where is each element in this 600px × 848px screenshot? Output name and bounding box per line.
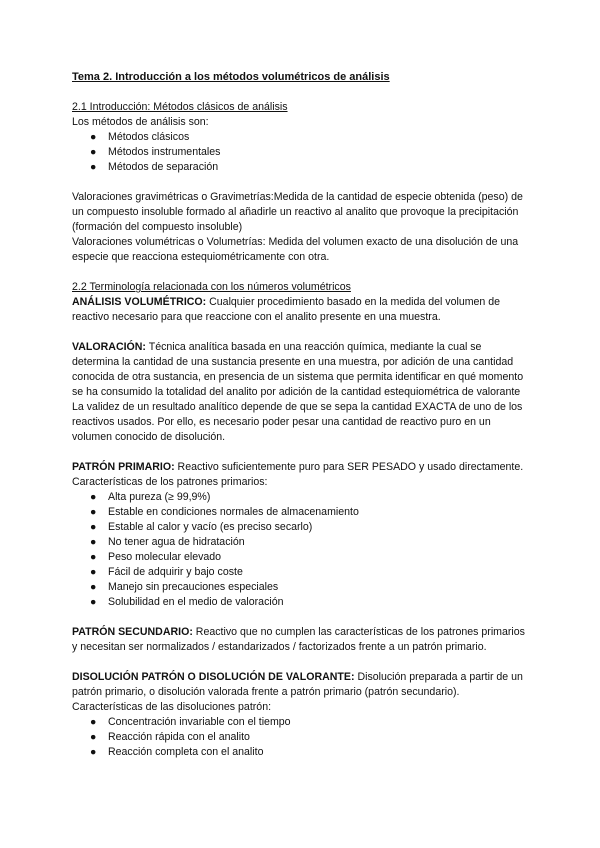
list-item: ● No tener agua de hidratación (90, 536, 245, 548)
valoracion-definition: VALORACIÓN: Técnica analítica basada en una reacción química, mediante la cual se determina la cantidad de una sustancia presente en una muestra, por adición de una cantidad conocida de otra sustancia, en presencia de un sistema que permita identificar en qué momento se ha consumido la totalidad del analito por adición de la cantidad estequiométrica de valorante (72, 341, 524, 398)
bullet-icon: ● (90, 506, 97, 518)
bullet-icon: ● (90, 146, 97, 158)
section-2-heading: 2.2 Terminología relacionada con los números volumétricos (72, 281, 351, 293)
methods-list (72, 130, 530, 175)
disolucion-patron-list (72, 715, 530, 760)
bullet-icon: ● (90, 716, 97, 728)
disolucion-patron-definition: DISOLUCIÓN PATRÓN O DISOLUCIÓN DE VALORANTE: Disolución preparada a partir de un patrón primario, o disolución valorada frente a patrón primario (patrón secundario). Características de las disoluciones patrón: (72, 671, 523, 713)
bullet-icon: ● (90, 596, 97, 608)
term-label: DISOLUCIÓN PATRÓN O DISOLUCIÓN DE VALORANTE: (72, 671, 355, 683)
patron-primario-definition: PATRÓN PRIMARIO: Reactivo suficientemente puro para SER PESADO y usado directamente. Características de los patrones primarios: (72, 461, 524, 488)
list-item: ● Reacción completa con el analito (90, 746, 264, 758)
list-item: ● Concentración invariable con el tiempo (90, 716, 291, 728)
list-item: ● Métodos clásicos (90, 131, 190, 143)
bullet-icon: ● (90, 536, 97, 548)
patron-primario-list (72, 490, 530, 610)
list-item: ● Manejo sin precauciones especiales (90, 581, 279, 593)
bullet-icon: ● (90, 161, 97, 173)
bullet-icon: ● (90, 491, 97, 503)
validez-paragraph: La validez de un resultado analítico depende de que se sepa la cantidad EXACTA de uno de los reactivos usados. Por ello, es necesario poder pesar una cantidad de reactivo puro en un volumen conocido de disolución. (72, 401, 523, 443)
list-item: ● Peso molecular elevado (90, 551, 222, 563)
list-item: ● Solubilidad en el medio de valoración (90, 596, 284, 608)
list-item: ● Métodos instrumentales (90, 146, 221, 158)
bullet-icon: ● (90, 581, 97, 593)
page-title: Tema 2. Introducción a los métodos volumétricos de análisis (72, 71, 390, 83)
term-label: ANÁLISIS VOLUMÉTRICO: (72, 296, 207, 308)
section-1-heading: 2.1 Introducción: Métodos clásicos de análisis (72, 101, 288, 113)
patron-secundario-definition: PATRÓN SECUNDARIO: Reactivo que no cumplen las características de los patrones primarios y necesitan ser normalizados / estandarizados / factorizados frente a un patrón primario. (72, 626, 525, 653)
list-item: ● Reacción rápida con el analito (90, 731, 250, 743)
bullet-icon: ● (90, 131, 97, 143)
methods-intro: Los métodos de análisis son: (72, 116, 209, 128)
bullet-icon: ● (90, 551, 97, 563)
term-label: PATRÓN PRIMARIO: (72, 461, 175, 473)
list-item: ● Métodos de separación (90, 161, 219, 173)
list-item: ● Estable al calor y vacío (es preciso secarlo) (90, 521, 313, 533)
bullet-icon: ● (90, 566, 97, 578)
list-item: ● Estable en condiciones normales de almacenamiento (90, 506, 359, 518)
term-label: PATRÓN SECUNDARIO: (72, 626, 193, 638)
bullet-icon: ● (90, 746, 97, 758)
bullet-icon: ● (90, 731, 97, 743)
gravimetric-paragraph: Valoraciones gravimétricas o Gravimetrías:Medida de la cantidad de especie obtenida (peso) de un compuesto insoluble formado al añadirle un reactivo al analito que provoque la precipitación (formación del compuesto insoluble) (72, 191, 523, 233)
list-item: ● Alta pureza (≥ 99,9%) (90, 491, 211, 503)
document-page (72, 70, 530, 760)
volumetric-paragraph: Valoraciones volumétricas o Volumetrías: Medida del volumen exacto de una disolución de una especie que reacciona estequiométricamente con otra. (72, 236, 519, 263)
bullet-icon: ● (90, 521, 97, 533)
analisis-volumetrico-definition: ANÁLISIS VOLUMÉTRICO: Cualquier procedimiento basado en la medida del volumen de reactivo necesario para que reaccione con el analito presente en una muestra. (72, 296, 501, 323)
term-label: VALORACIÓN: (72, 341, 146, 353)
list-item: ● Fácil de adquirir y bajo coste (90, 566, 243, 578)
